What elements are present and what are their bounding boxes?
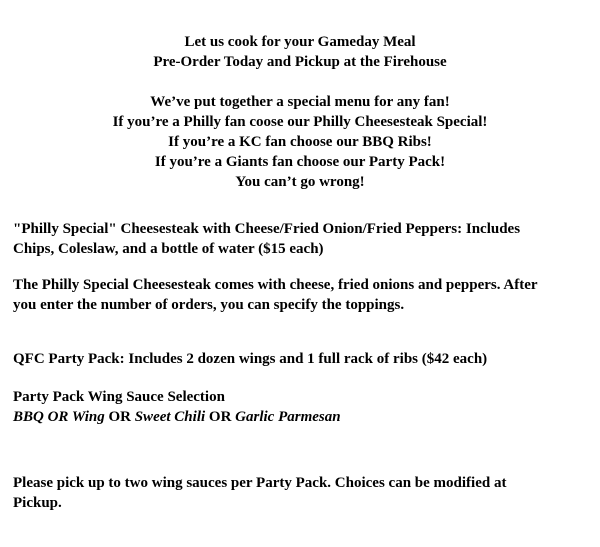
sauce-separator-1: OR	[43, 409, 72, 425]
sauce-option-sweet-chili: Sweet Chili	[134, 409, 206, 425]
philly-desc-line-2: you enter the number of orders, you can specify the toppings.	[13, 297, 405, 313]
intro-line-5: You can’t go wrong!	[235, 174, 365, 190]
philly-description	[13, 275, 588, 315]
philly-title-line-2: Chips, Coleslaw, and a bottle of water ($15 each)	[13, 241, 324, 257]
party-pack-title	[13, 349, 588, 369]
intro-block	[0, 92, 600, 192]
sauce-option-wing: Wing	[71, 409, 105, 425]
sauce-option-garlic-parmesan: Garlic Parmesan	[235, 409, 341, 425]
intro-line-4: If you’re a Giants fan choose our Party Pack!	[154, 154, 446, 170]
sauce-separator-3: OR	[205, 409, 236, 425]
party-pack-note-line-2: Pickup.	[13, 495, 62, 511]
header-line-2: Pre-Order Today and Pickup at the Firehouse	[153, 54, 447, 70]
sauce-heading: Party Pack Wing Sauce Selection	[13, 389, 225, 405]
intro-line-1: We’ve put together a special menu for any fan!	[150, 94, 450, 110]
sauce-options	[13, 407, 588, 427]
intro-line-2: If you’re a Philly fan coose our Philly Cheesesteak Special!	[112, 114, 488, 130]
party-pack-note	[13, 473, 588, 513]
intro-line-3: If you’re a KC fan choose our BBQ Ribs!	[168, 134, 432, 150]
sauce-option-bbq: BBQ	[13, 409, 44, 425]
philly-title-line-1: "Philly Special" Cheesesteak with Cheese/Fried Onion/Fried Peppers: Includes	[13, 221, 521, 237]
sauce-separator-2: OR	[104, 409, 135, 425]
philly-desc-line-1: The Philly Special Cheesesteak comes with cheese, fried onions and peppers. After	[13, 277, 538, 293]
header-block	[0, 32, 600, 72]
party-pack-title-line: QFC Party Pack: Includes 2 dozen wings and 1 full rack of ribs ($42 each)	[13, 351, 488, 367]
philly-title	[13, 219, 588, 259]
sauce-selection	[13, 387, 588, 427]
party-pack-note-line-1: Please pick up to two wing sauces per Party Pack. Choices can be modified at	[13, 475, 507, 491]
header-line-1: Let us cook for your Gameday Meal	[184, 34, 416, 50]
